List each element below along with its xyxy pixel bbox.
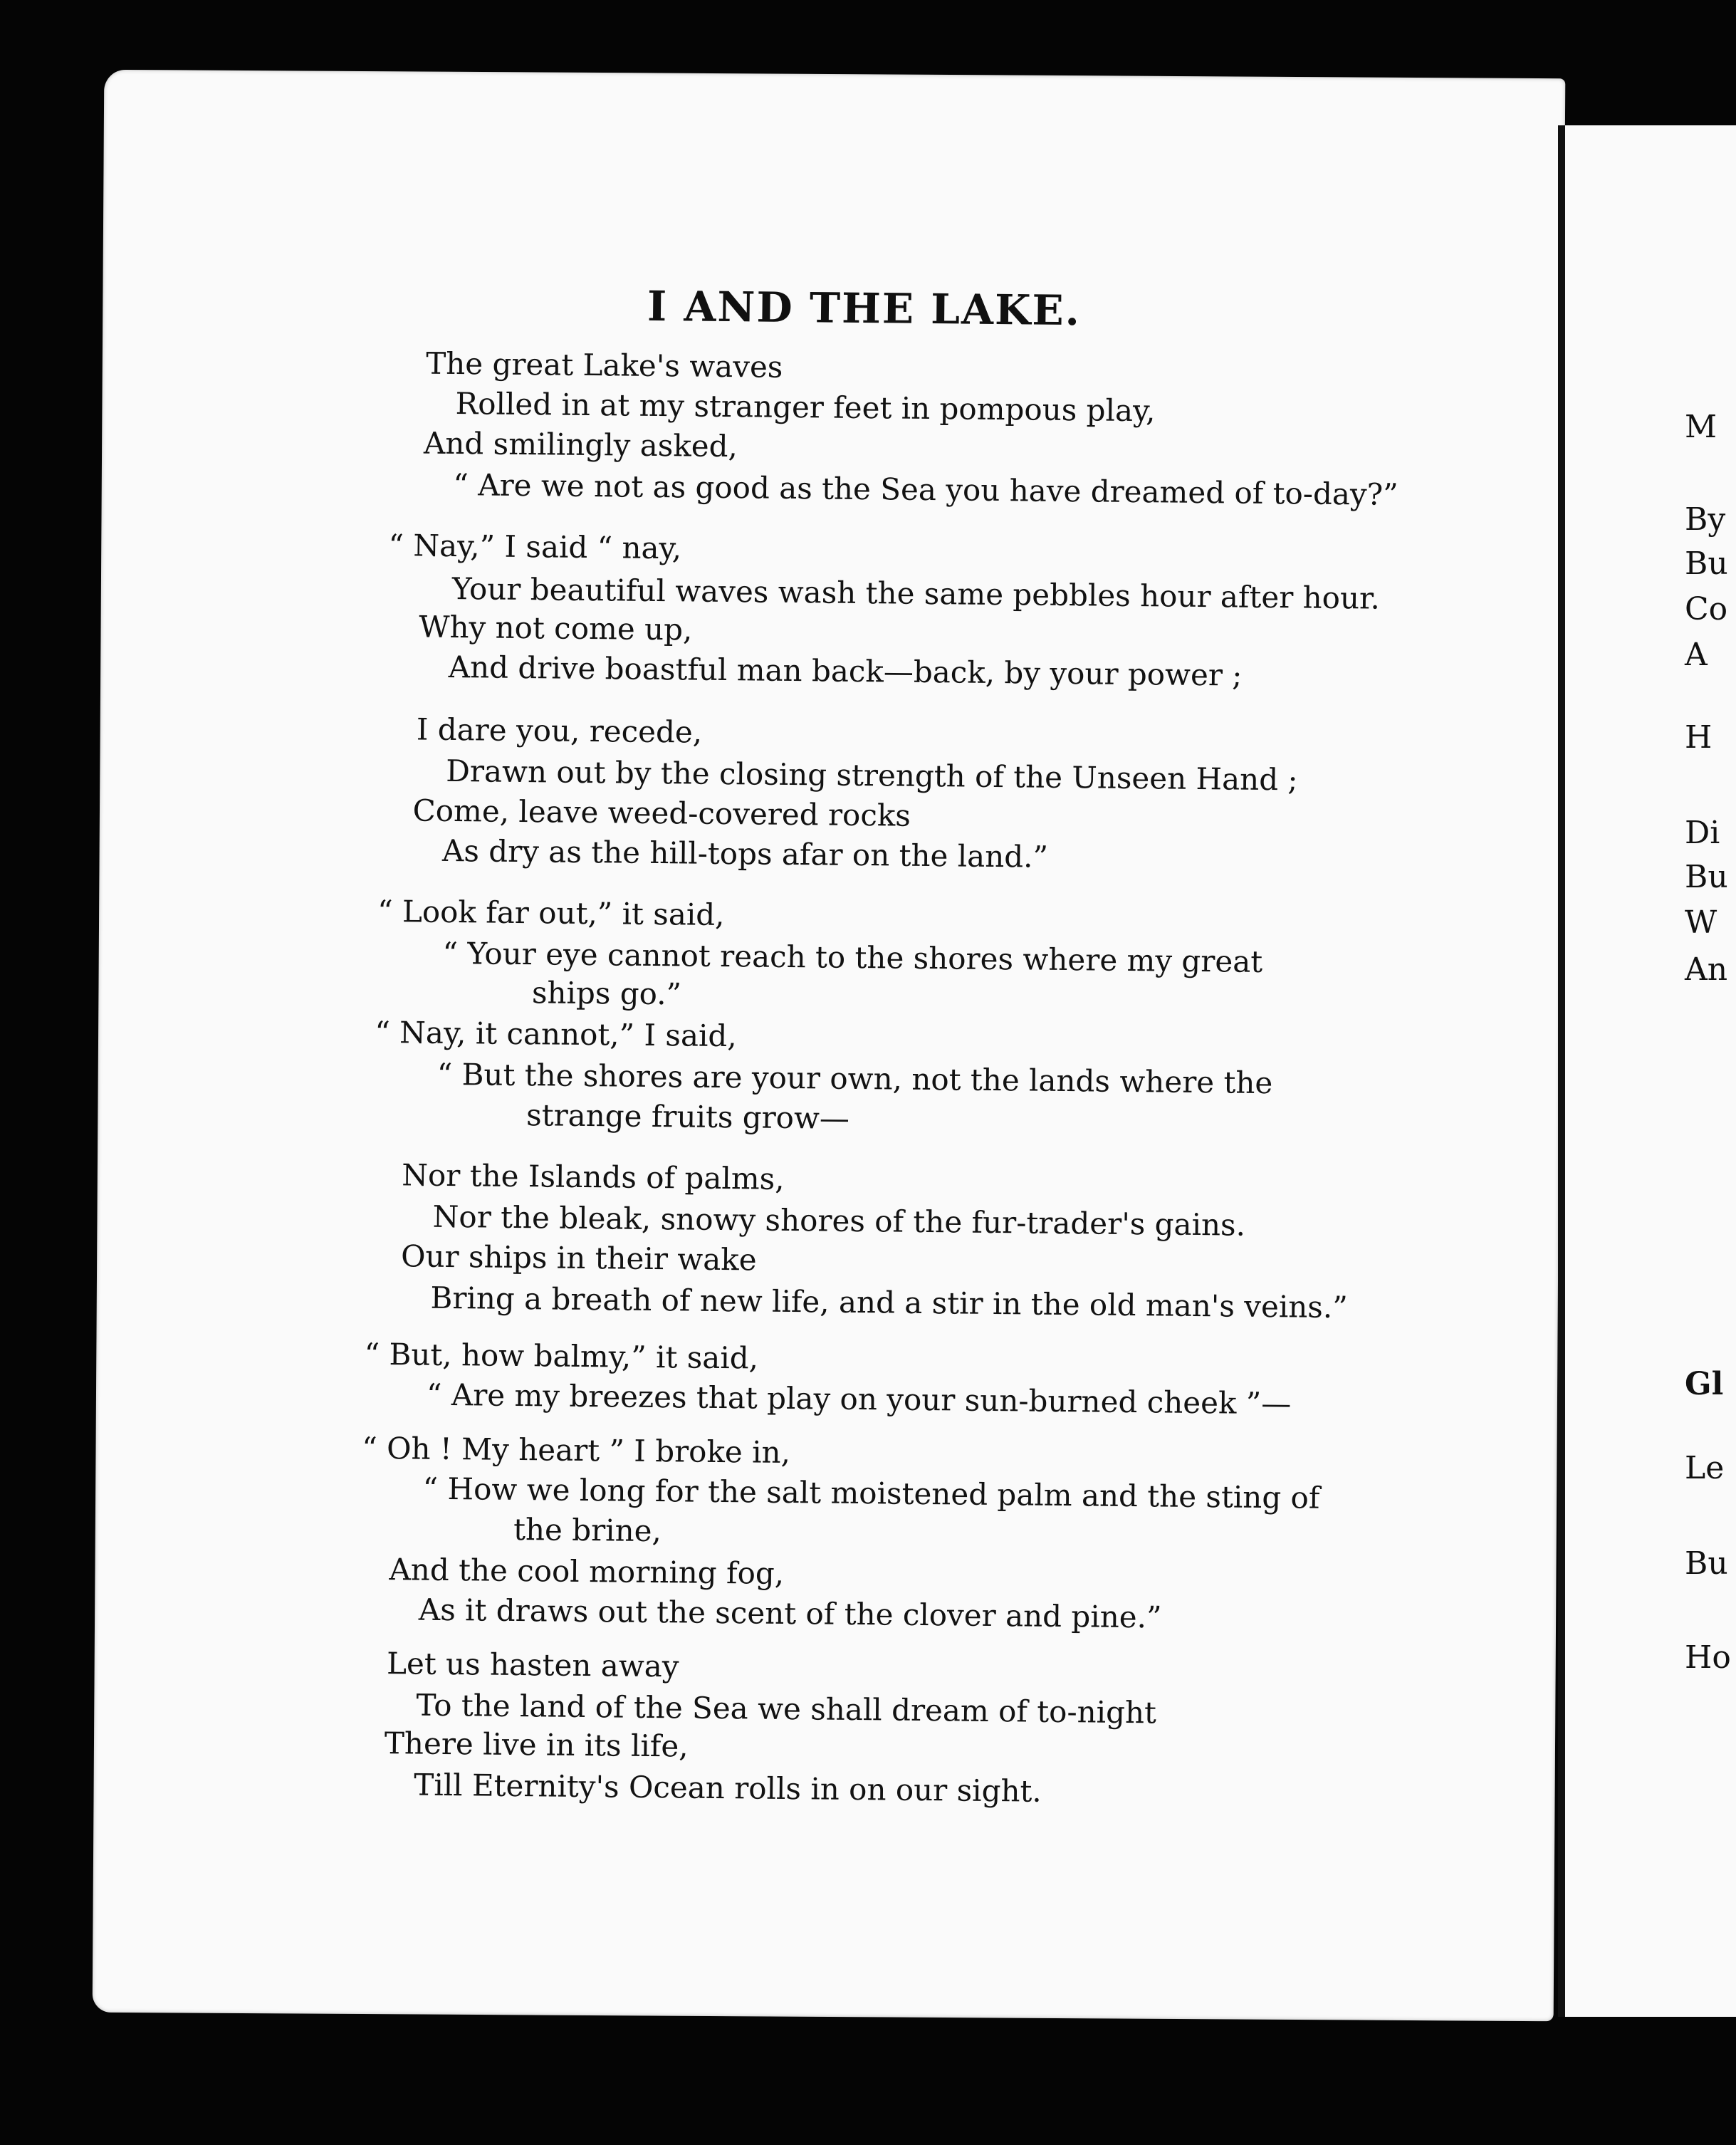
poem-line: “ Look far out,” it said, <box>377 893 725 933</box>
poem-line: “ Are my breezes that play on your sun-burned cheek ”— <box>426 1377 1292 1421</box>
poem-line: Bring a breath of new life, and a stir in the old man's veins.” <box>430 1280 1348 1325</box>
poem-line: “ But, how balmy,” it said, <box>364 1336 759 1376</box>
facing-fragment: Di <box>1685 815 1720 851</box>
poem-line: “ Nay,” I said “ nay, <box>388 528 682 566</box>
poem-line: And the cool morning fog, <box>389 1552 785 1591</box>
poem-line: Nor the bleak, snowy shores of the fur-trader's gains. <box>432 1199 1246 1243</box>
facing-fragment: By <box>1685 501 1726 538</box>
facing-fragment: H <box>1685 719 1713 756</box>
poem-line: Drawn out by the closing strength of the Unseen Hand ; <box>445 753 1298 798</box>
poem-line: “ Your eye cannot reach to the shores where my great <box>442 935 1263 979</box>
poem-line: Our ships in their wake <box>400 1238 757 1278</box>
facing-fragment: Le <box>1685 1450 1725 1486</box>
poem-line: the brine, <box>513 1511 662 1549</box>
poem-line: There live in its life, <box>384 1726 689 1764</box>
poem-line: “ Oh ! My heart ” I broke in, <box>362 1430 791 1471</box>
poem-title: I AND THE LAKE. <box>647 281 1082 335</box>
poem-line: Come, leave weed-covered rocks <box>412 793 911 833</box>
poem-line: Rolled in at my stranger feet in pompous play, <box>455 386 1156 429</box>
facing-fragment: A <box>1685 637 1708 673</box>
poem-line: Let us hasten away <box>386 1646 679 1684</box>
poem-line: “ How we long for the salt moistened palm and the sting of <box>422 1471 1320 1515</box>
poem-line: Your beautiful waves wash the same pebbles hour after hour. <box>451 571 1381 616</box>
poem-line: And smilingly asked, <box>423 425 738 464</box>
facing-fragment: Bu <box>1685 1545 1728 1582</box>
poem-line: As dry as the hill-tops afar on the land.” <box>441 833 1049 875</box>
facing-fragment: Bu <box>1685 546 1728 582</box>
facing-fragment: Co <box>1685 591 1728 627</box>
poem-line: “ Are we not as good as the Sea you have dreamed of to-day?” <box>453 467 1398 512</box>
facing-fragment: Gl <box>1685 1366 1724 1402</box>
poem-line: “ Nay, it cannot,” I said, <box>375 1014 737 1054</box>
facing-fragment: M <box>1685 409 1717 445</box>
poem-line: “ But the shores are your own, not the lands where the <box>436 1056 1273 1101</box>
poem-line: The great Lake's waves <box>425 345 783 385</box>
poem-line: I dare you, recede, <box>416 711 703 750</box>
facing-fragment: Ho <box>1685 1639 1731 1676</box>
poem-line: To the land of the Sea we shall dream of to-night <box>416 1687 1157 1731</box>
poem-line: Nor the Islands of palms, <box>402 1157 785 1196</box>
poem-line: As it draws out the scent of the clover and pine.” <box>418 1592 1162 1635</box>
poem-line: ships go.” <box>531 975 682 1012</box>
facing-fragment: An <box>1685 951 1728 988</box>
poem-line: strange fruits grow— <box>525 1097 850 1136</box>
poem-line: Why not come up, <box>419 609 693 647</box>
poem-line: And drive boastful man back—back, by your power ; <box>448 649 1243 693</box>
facing-fragment: W <box>1685 904 1717 941</box>
facing-fragment: Bu <box>1685 859 1728 895</box>
poem-line: Till Eternity's Ocean rolls in on our sight. <box>414 1767 1042 1809</box>
